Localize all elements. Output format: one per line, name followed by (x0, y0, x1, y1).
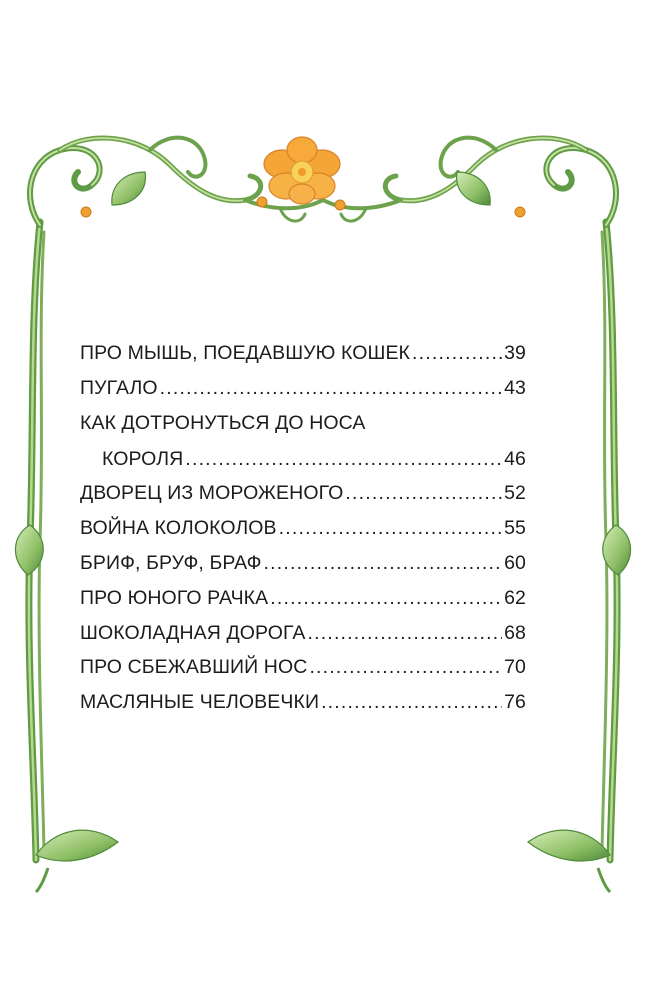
toc-leader-dots (309, 650, 502, 685)
toc-entry-title: ШОКОЛАДНАЯ ДОРОГА (80, 621, 306, 644)
toc-entry (80, 406, 526, 442)
table-of-contents (80, 336, 526, 720)
toc-entry-continuation (80, 442, 526, 477)
toc-leader-dots (279, 511, 502, 546)
toc-entry-page: 55 (504, 517, 526, 540)
toc-leader-dots (160, 371, 502, 406)
toc-entry-page: 46 (504, 447, 526, 470)
toc-entry-title: МАСЛЯНЫЕ ЧЕЛОВЕЧКИ (80, 691, 320, 714)
toc-entry-title: ПРО МЫШЬ, ПОЕДАВШУЮ КОШЕК (80, 342, 411, 364)
toc-entry-title: ПРО ЮНОГО РАЧКА (80, 586, 269, 609)
toc-entry-title: БРИФ, БРУФ, БРАФ (80, 551, 262, 574)
toc-entry-page: 39 (504, 342, 526, 364)
toc-leader-dots (270, 581, 502, 616)
toc-leader-dots (345, 476, 502, 511)
toc-entry-title: ПРО СБЕЖАВШИЙ НОС (80, 656, 308, 679)
bottom-leaves (36, 830, 610, 892)
toc-leader-dots (321, 685, 502, 720)
toc-entry (80, 616, 526, 651)
toc-entry-title: ВОЙНА КОЛОКОЛОВ (80, 517, 277, 540)
toc-leader-dots (412, 336, 502, 371)
toc-entry (80, 371, 526, 406)
toc-leader-dots (185, 442, 502, 477)
toc-entry-page: 60 (504, 551, 526, 574)
toc-leader-dots (264, 546, 503, 581)
toc-leader-dots (307, 616, 502, 651)
toc-entry (80, 511, 526, 546)
toc-entry-title: КАК ДОТРОНУТЬСЯ ДО НОСА (80, 411, 366, 434)
toc-entry-title: ПУГАЛО (80, 376, 158, 399)
toc-entry (80, 650, 526, 685)
toc-entry-page: 68 (504, 621, 526, 644)
toc-entry (80, 546, 526, 581)
toc-entry-title-continuation: КОРОЛЯ (102, 447, 184, 470)
toc-entry (80, 476, 526, 511)
toc-entry (80, 581, 526, 616)
toc-entry-page: 43 (504, 376, 526, 399)
toc-entry-title: ДВОРЕЦ ИЗ МОРОЖЕНОГО (80, 482, 344, 505)
flower-icon (264, 137, 340, 204)
toc-entry-page: 52 (504, 482, 526, 505)
toc-entry-page: 76 (504, 691, 526, 714)
toc-entry (80, 336, 526, 371)
toc-entry-page: 62 (504, 586, 526, 609)
toc-entry (80, 685, 526, 720)
toc-entry-page: 70 (504, 656, 526, 679)
